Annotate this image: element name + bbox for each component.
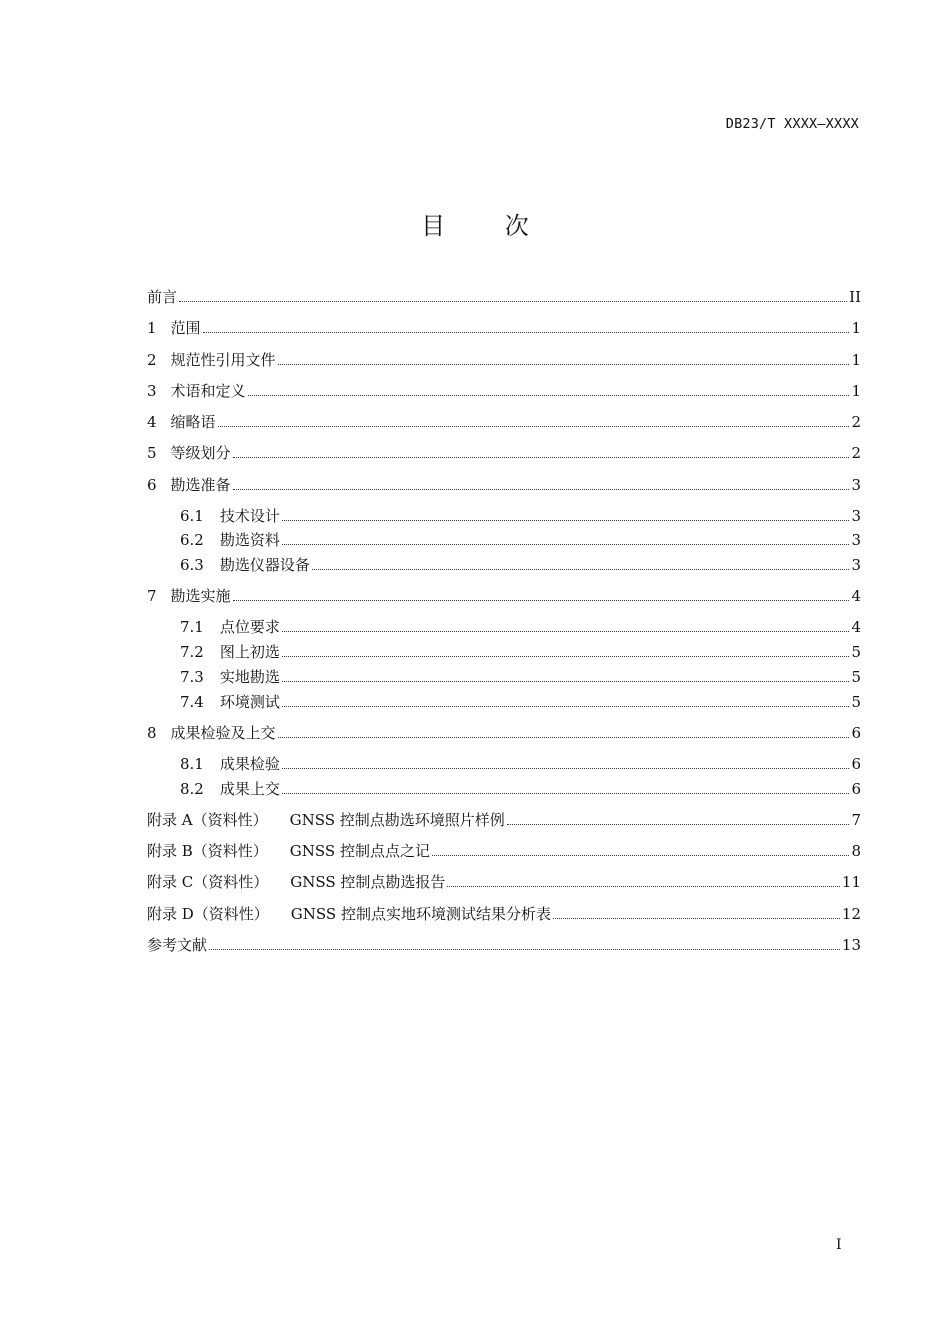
- toc-title: 目 次: [421, 212, 555, 240]
- toc-entry-number: 附录 A（资料性）: [147, 811, 268, 829]
- toc-entry-label: 勘选仪器设备: [219, 556, 310, 574]
- toc-entry-label: 成果上交: [219, 780, 280, 798]
- toc-entry-label: 勘选资料: [219, 531, 280, 549]
- toc-entry-number: 5: [147, 444, 157, 462]
- toc-entry-label: 成果检验及上交: [170, 724, 276, 742]
- toc-entry-6[interactable]: [147, 476, 861, 494]
- toc-leader-dots: [282, 620, 850, 632]
- toc-entry-page: 3: [851, 556, 861, 574]
- toc-entry-page: 11: [841, 873, 861, 891]
- toc-entry-8-2[interactable]: [180, 780, 861, 798]
- toc-entry-number: 6.1: [180, 507, 204, 525]
- toc-entry-page: 5: [851, 643, 861, 661]
- toc-entry-number: 附录 C（资料性）: [147, 873, 269, 891]
- toc-entry-page: 3: [851, 531, 861, 549]
- toc-entry-number: 8.1: [180, 755, 204, 773]
- toc-entry-label: 勘选准备: [170, 476, 231, 494]
- toc-entry-page: 3: [851, 476, 861, 494]
- toc-entry-page: 6: [851, 755, 861, 773]
- toc-entry-label: GNSS 控制点勘选环境照片样例: [289, 811, 505, 829]
- toc-entry-7-4[interactable]: [180, 693, 861, 711]
- toc-entry-page: 1: [851, 319, 861, 337]
- toc-entry-7[interactable]: [147, 587, 861, 605]
- toc-entry-number: 7.3: [180, 668, 204, 686]
- toc-entry-page: 4: [851, 587, 861, 605]
- toc-entry-1[interactable]: [147, 319, 861, 337]
- toc-entry-6-1[interactable]: [180, 507, 861, 525]
- toc-leader-dots: [282, 533, 850, 545]
- toc-leader-dots: [312, 558, 850, 570]
- toc-entry-page: 6: [851, 780, 861, 798]
- toc-entry-label: GNSS 控制点点之记: [289, 842, 430, 860]
- toc-entry-6-2[interactable]: [180, 531, 861, 549]
- toc-entry-label: 技术设计: [219, 507, 280, 525]
- toc-entry-7-2[interactable]: [180, 643, 861, 661]
- toc-entry-4[interactable]: [147, 413, 861, 431]
- toc-entry-number: 3: [147, 382, 157, 400]
- toc-leader-dots: [233, 446, 850, 458]
- toc-leader-dots: [179, 290, 847, 302]
- toc-entry-number: 4: [147, 413, 157, 431]
- toc-entry-label: 范围: [170, 319, 201, 337]
- toc-entry-number: 附录 D（资料性）: [147, 905, 269, 923]
- toc-entry-page: 2: [851, 444, 861, 462]
- toc-leader-dots: [432, 844, 849, 856]
- toc-entry-6-3[interactable]: [180, 556, 861, 574]
- toc-entry-appendix-a[interactable]: [147, 811, 861, 829]
- toc-entry-page: 6: [851, 724, 861, 742]
- toc-entry-label: 等级划分: [170, 444, 231, 462]
- toc-leader-dots: [233, 478, 850, 490]
- toc-entry-references[interactable]: [147, 936, 861, 954]
- document-code: DB23/T XXXX—XXXX: [725, 116, 859, 132]
- toc-entry-3[interactable]: [147, 382, 861, 400]
- toc-entry-number: 7.1: [180, 618, 204, 636]
- toc-leader-dots: [233, 589, 850, 601]
- toc-entry-label: 环境测试: [219, 693, 280, 711]
- toc-leader-dots: [553, 907, 840, 919]
- toc-entry-page: 5: [851, 668, 861, 686]
- toc-entry-number: 2: [147, 351, 157, 369]
- toc-entry-number: 8.2: [180, 780, 204, 798]
- toc-leader-dots: [282, 757, 850, 769]
- toc-leader-dots: [248, 384, 850, 396]
- toc-entry-7-3[interactable]: [180, 668, 861, 686]
- toc-entry-page: 13: [841, 936, 861, 954]
- toc-leader-dots: [209, 938, 840, 950]
- page-number: I: [836, 1237, 842, 1253]
- toc-entry-page: 4: [851, 618, 861, 636]
- toc-entry-7-1[interactable]: [180, 618, 861, 636]
- toc-entry-number: 1: [147, 319, 157, 337]
- toc-leader-dots: [203, 321, 850, 333]
- toc-entry-label: GNSS 控制点实地环境测试结果分析表: [290, 905, 551, 923]
- toc-entry-number: 附录 B（资料性）: [147, 842, 268, 860]
- toc-entry-page: 1: [851, 351, 861, 369]
- toc-entry-appendix-b[interactable]: [147, 842, 861, 860]
- toc-entry-page: 5: [851, 693, 861, 711]
- toc-entry-number: 7: [147, 587, 157, 605]
- toc-entry-page: 2: [851, 413, 861, 431]
- toc-entry-appendix-c[interactable]: [147, 873, 861, 891]
- toc-entry-page: II: [849, 288, 861, 306]
- toc-entry-label: 图上初选: [219, 643, 280, 661]
- toc-entry-number: 7.4: [180, 693, 204, 711]
- toc-entry-label: 规范性引用文件: [170, 351, 276, 369]
- toc-entry-number: 6: [147, 476, 157, 494]
- toc-entry-preface[interactable]: [147, 288, 861, 306]
- toc-entry-appendix-d[interactable]: [147, 905, 861, 923]
- toc-leader-dots: [282, 695, 850, 707]
- toc-entry-2[interactable]: [147, 351, 861, 369]
- toc-leader-dots: [507, 813, 850, 825]
- toc-entry-number: 6.3: [180, 556, 204, 574]
- toc-entry-number: 7.2: [180, 643, 204, 661]
- toc-entry-page: 3: [851, 507, 861, 525]
- toc-entry-8[interactable]: [147, 724, 861, 742]
- toc-entry-label: 前言: [147, 288, 178, 306]
- toc-entry-5[interactable]: [147, 444, 861, 462]
- toc-entry-page: 1: [851, 382, 861, 400]
- toc-leader-dots: [447, 875, 839, 887]
- toc-leader-dots: [282, 645, 850, 657]
- toc-entry-label: 勘选实施: [170, 587, 231, 605]
- toc-leader-dots: [282, 509, 850, 521]
- toc-entry-label: GNSS 控制点勘选报告: [290, 873, 446, 891]
- toc-entry-page: 12: [841, 905, 861, 923]
- toc-entry-label: 缩略语: [170, 413, 216, 431]
- toc-leader-dots: [278, 353, 850, 365]
- toc-leader-dots: [282, 670, 850, 682]
- toc-entry-page: 7: [851, 811, 861, 829]
- toc-entry-label: 点位要求: [219, 618, 280, 636]
- toc-entry-8-1[interactable]: [180, 755, 861, 773]
- toc-leader-dots: [218, 415, 850, 427]
- toc-entry-label: 参考文献: [147, 936, 208, 954]
- toc-entry-number: 6.2: [180, 531, 204, 549]
- toc-leader-dots: [278, 726, 850, 738]
- toc-entry-page: 8: [851, 842, 861, 860]
- toc-entry-label: 实地勘选: [219, 668, 280, 686]
- toc-entry-number: 8: [147, 724, 157, 742]
- toc-leader-dots: [282, 782, 850, 794]
- toc-entry-label: 成果检验: [219, 755, 280, 773]
- toc-entry-label: 术语和定义: [170, 382, 246, 400]
